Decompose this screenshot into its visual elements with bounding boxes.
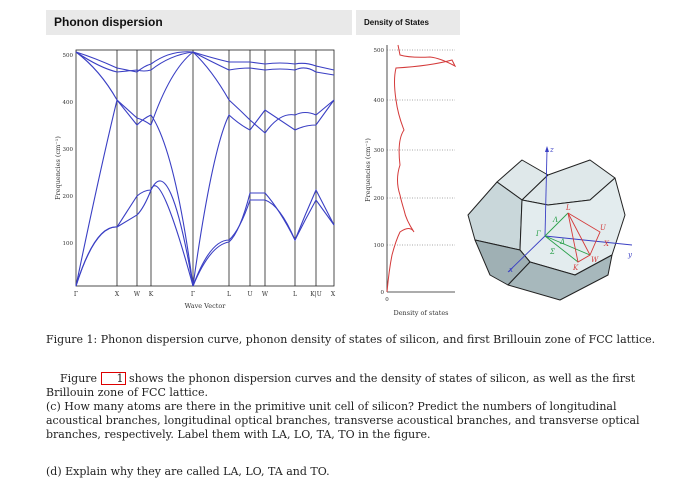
dos-ylabel: Frequencies (cm⁻¹) [364, 138, 372, 202]
dos-curve [387, 45, 455, 292]
disp-xtick-w: W [133, 291, 141, 298]
bz-label-lambda: Λ [553, 216, 559, 224]
disp-xtick-u: U [247, 291, 253, 298]
disp-xlabel: Wave Vector [184, 302, 226, 310]
bz-label-X: X [604, 240, 609, 248]
disp-ytick-200: 200 [62, 194, 73, 200]
disp-xtick-gamma-2: Γ [190, 291, 196, 298]
dos-xtick-0: 0 [385, 297, 389, 303]
dispersion-panel-header: Phonon dispersion [46, 10, 352, 35]
figure-ref-link[interactable]: 1 [101, 372, 126, 385]
disp-xtick-ku: K|U [310, 291, 322, 298]
bz-label-sigma: Σ [550, 248, 555, 256]
disp-ytick-500: 500 [62, 53, 73, 59]
dos-ytick-200: 200 [373, 196, 384, 202]
disp-ytick-100: 100 [62, 241, 73, 247]
bz-label-W: W [591, 256, 599, 264]
disp-xtick-k: K [148, 291, 154, 298]
disp-xtick-x-2: X [330, 291, 336, 298]
p1-before: Figure [60, 372, 98, 385]
bz-label-z: z [550, 146, 554, 154]
disp-xtick-x: X [114, 291, 120, 298]
acoustic-branch-3 [76, 100, 193, 286]
optical-branch-2 [76, 52, 193, 72]
acoustic-branch-1 [76, 181, 193, 286]
bz-label-U: U [600, 224, 606, 232]
dos-xlabel: Density of states [393, 309, 449, 317]
dos-ytick-500: 500 [373, 48, 384, 54]
optical-branch-6 [193, 52, 334, 70]
disp-xtick-gamma-1: Γ [73, 291, 79, 298]
bz-label-K: K [573, 264, 579, 272]
dos-ytick-400: 400 [373, 98, 384, 104]
p1-after: shows the phonon dispersion curves and the density of states of silicon, as well as the first Brillouin zone of FCC lattice. [46, 372, 636, 399]
bz-label-delta: Δ [560, 238, 566, 246]
dispersion-plot [54, 50, 336, 310]
bz-label-gamma: Γ [536, 230, 541, 238]
paragraph-1 [46, 372, 666, 400]
question-c: (c) How many atoms are there in the primitive unit cell of silicon? Predict the numbers of longitudinal acoustical branches, longitudinal optical branches, transverse acoustical branches, and transverse optical branches, respectively. Label them with LA, LO, TA, TO in the figure. [46, 400, 640, 441]
bz-label-y: y [628, 251, 632, 259]
bz-label-x: x [509, 266, 513, 274]
dos-ytick-100: 100 [373, 243, 384, 249]
disp-xtick-w-2: W [261, 291, 269, 298]
disp-xtick-l: L [227, 291, 231, 298]
optical-branch-3 [76, 52, 193, 72]
disp-ytick-400: 400 [62, 100, 73, 106]
dos-plot [364, 45, 455, 317]
dos-panel-header: Density of States [356, 10, 460, 35]
acoustic-branch-4 [193, 200, 334, 286]
disp-ytick-300: 300 [62, 147, 73, 153]
question-d: (d) Explain why they are called LA, LO, TA and TO. [46, 465, 330, 478]
paragraph-figure-description [46, 372, 666, 442]
dos-ytick-300: 300 [373, 148, 384, 154]
high-symmetry-lines [117, 50, 316, 286]
bz-label-L: L [566, 204, 571, 212]
acoustic-branch-5 [193, 190, 334, 286]
disp-ylabel: Frequencies (cm⁻¹) [54, 136, 62, 200]
figure-caption: Figure 1: Phonon dispersion curve, phonon density of states of silicon, and first Brillouin zone of FCC lattice. [46, 333, 656, 346]
dos-ytick-0: 0 [380, 290, 384, 296]
disp-xtick-l-2: L [293, 291, 297, 298]
